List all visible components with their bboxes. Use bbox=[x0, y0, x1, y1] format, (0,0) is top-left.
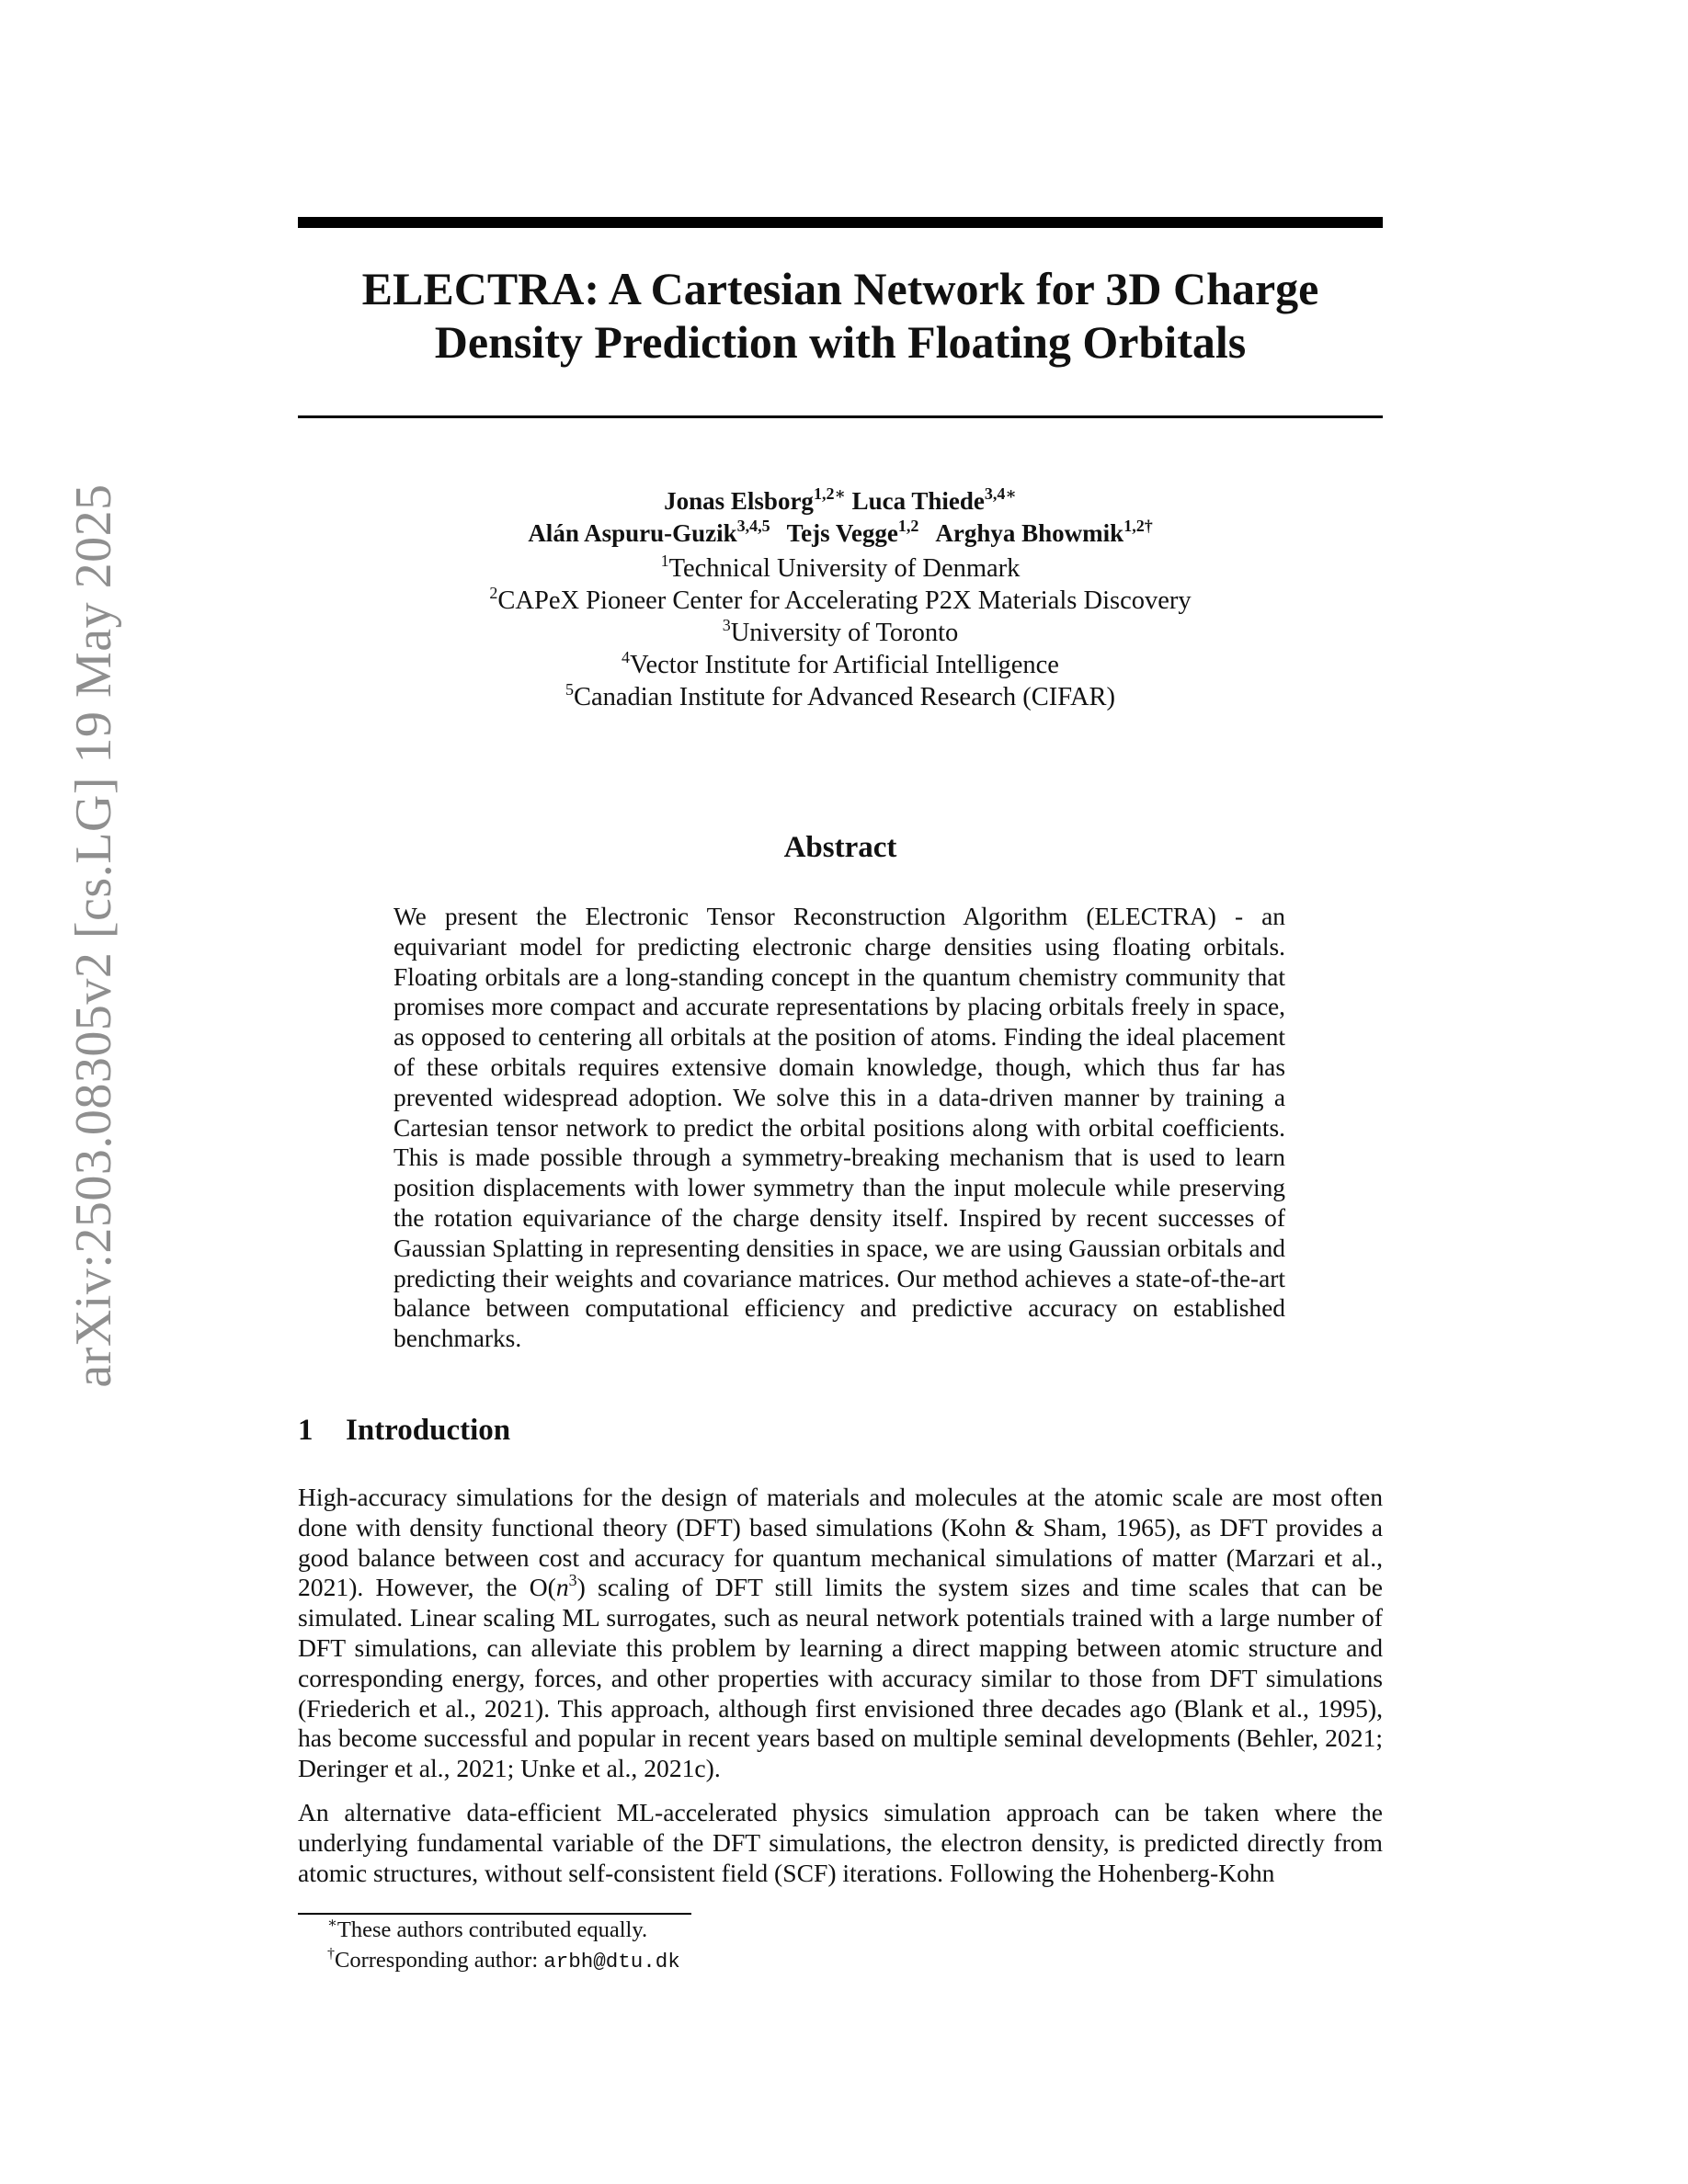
author-name: Luca Thiede bbox=[851, 487, 985, 515]
title-line-2: Density Prediction with Floating Orbitals bbox=[434, 316, 1247, 368]
author-name: Arghya Bhowmik bbox=[935, 519, 1124, 547]
abstract-body: We present the Electronic Tensor Reconstruction Algorithm (ELECTRA) - an equivariant model for predicting electronic charge densities using floating orbitals. Floating orbitals are a long-standing concept in the quantum chemistry community that promises more compact and accurate representations by placing orbitals freely in space, as opposed to centering all orbitals at the position of atoms. Finding the ideal placement of these orbitals requires extensive domain knowledge, though, which thus far has prevented widespread adoption. We solve this in a data-driven manner by training a Cartesian tensor network to predict the orbital positions along with orbital coefficients. This is made possible through a symmetry-breaking mechanism that is used to learn position displacements with lower symmetry than the input molecule while preserving the rotation equivariance of the charge density itself. Inspired by recent successes of Gaussian Splatting in representing densities in space, we are using Gaussian orbitals and predicting their weights and covariance matrices. Our method achieves a state-of-the-art balance between computational efficiency and predictive accuracy on established benchmarks. bbox=[393, 903, 1285, 1353]
email-link[interactable]: arbh@dtu.dk bbox=[543, 1950, 680, 1974]
footnote: †Corresponding author: arbh@dtu.dk bbox=[327, 1946, 680, 1974]
section-title: Introduction bbox=[346, 1414, 511, 1447]
author-affiliation-marks: 1,2† bbox=[1123, 517, 1153, 535]
math-exponent: 3 bbox=[568, 1571, 577, 1590]
author-line-2 bbox=[298, 518, 1383, 550]
footnote: ∗These authors contributed equally. bbox=[327, 1916, 648, 1942]
author-affiliation-marks: 1,2∗ bbox=[813, 484, 846, 503]
author-affiliation-marks: 3,4∗ bbox=[984, 484, 1017, 503]
author-name: Tejs Vegge bbox=[786, 519, 898, 547]
title-line-1: ELECTRA: A Cartesian Network for 3D Charge bbox=[361, 263, 1319, 314]
title-bottom-rule bbox=[298, 415, 1383, 418]
paper-title bbox=[298, 262, 1383, 369]
math-variable: n bbox=[555, 1573, 569, 1602]
author-line-1 bbox=[298, 485, 1383, 518]
author-affiliation-marks: 1,2 bbox=[897, 517, 919, 535]
section-heading bbox=[298, 1412, 510, 1449]
author-name: Jonas Elsborg bbox=[664, 487, 814, 515]
author-block bbox=[298, 485, 1383, 713]
affiliation-line: $^5$Canadian Institute for Advanced Research (CIFAR) bbox=[565, 680, 1116, 711]
author-affiliation-marks: 3,4,5 bbox=[736, 517, 770, 535]
affiliation-list bbox=[298, 552, 1383, 713]
title-top-rule bbox=[298, 217, 1383, 228]
author-name: Alán Aspuru-Guzik bbox=[528, 519, 737, 547]
footnotes bbox=[327, 1915, 680, 1977]
section-number: 1 bbox=[298, 1414, 314, 1447]
affiliation-line: $^2$CAPeX Pioneer Center for Accelerating P2X Materials Discovery bbox=[489, 584, 1192, 615]
body-paragraph: High-accuracy simulations for the design of materials and molecules at the atomic scale are most often done with density functional theory (DFT) based simulations (Kohn & Sham, 1965), as DFT provides a good balance between cost and accuracy for quantum mechanical simulations of matter (Marzari et al., 2021). However, the $O(n^3)$ scaling of DFT still limits the system sizes and time scales that can be simulated. Linear scaling ML surrogates, such as neural network potentials trained with a large number of DFT simulations, can alleviate this problem by learning a direct mapping between atomic structure and corresponding energy, forces, and other properties with accuracy similar to those from DFT simulations (Friederich et al., 2021). This approach, although first envisioned three decades ago (Blank et al., 1995), has become successful and popular in recent years based on multiple seminal developments (Behler, 2021; Deringer et al., 2021; Unke et al., 2021c). bbox=[298, 1483, 1383, 1783]
body-paragraph: An alternative data-efficient ML-accelerated physics simulation approach can be taken where the underlying fundamental variable of the DFT simulations, the electron density, is predicted directly from atomic structures, without self-consistent field (SCF) iterations. Following the Hohenberg-Kohn bbox=[298, 1798, 1383, 1887]
affiliation-line: $^1$Technical University of Denmark bbox=[660, 552, 1021, 583]
arxiv-identifier-stamp: arXiv:2503.08305v2 [cs.LG] 19 May 2025 bbox=[65, 483, 122, 1388]
abstract-heading: Abstract bbox=[783, 831, 897, 864]
affiliation-line: $^4$Vector Institute for Artificial Intelligence bbox=[622, 648, 1059, 679]
affiliation-line: $^3$University of Toronto bbox=[722, 616, 959, 647]
